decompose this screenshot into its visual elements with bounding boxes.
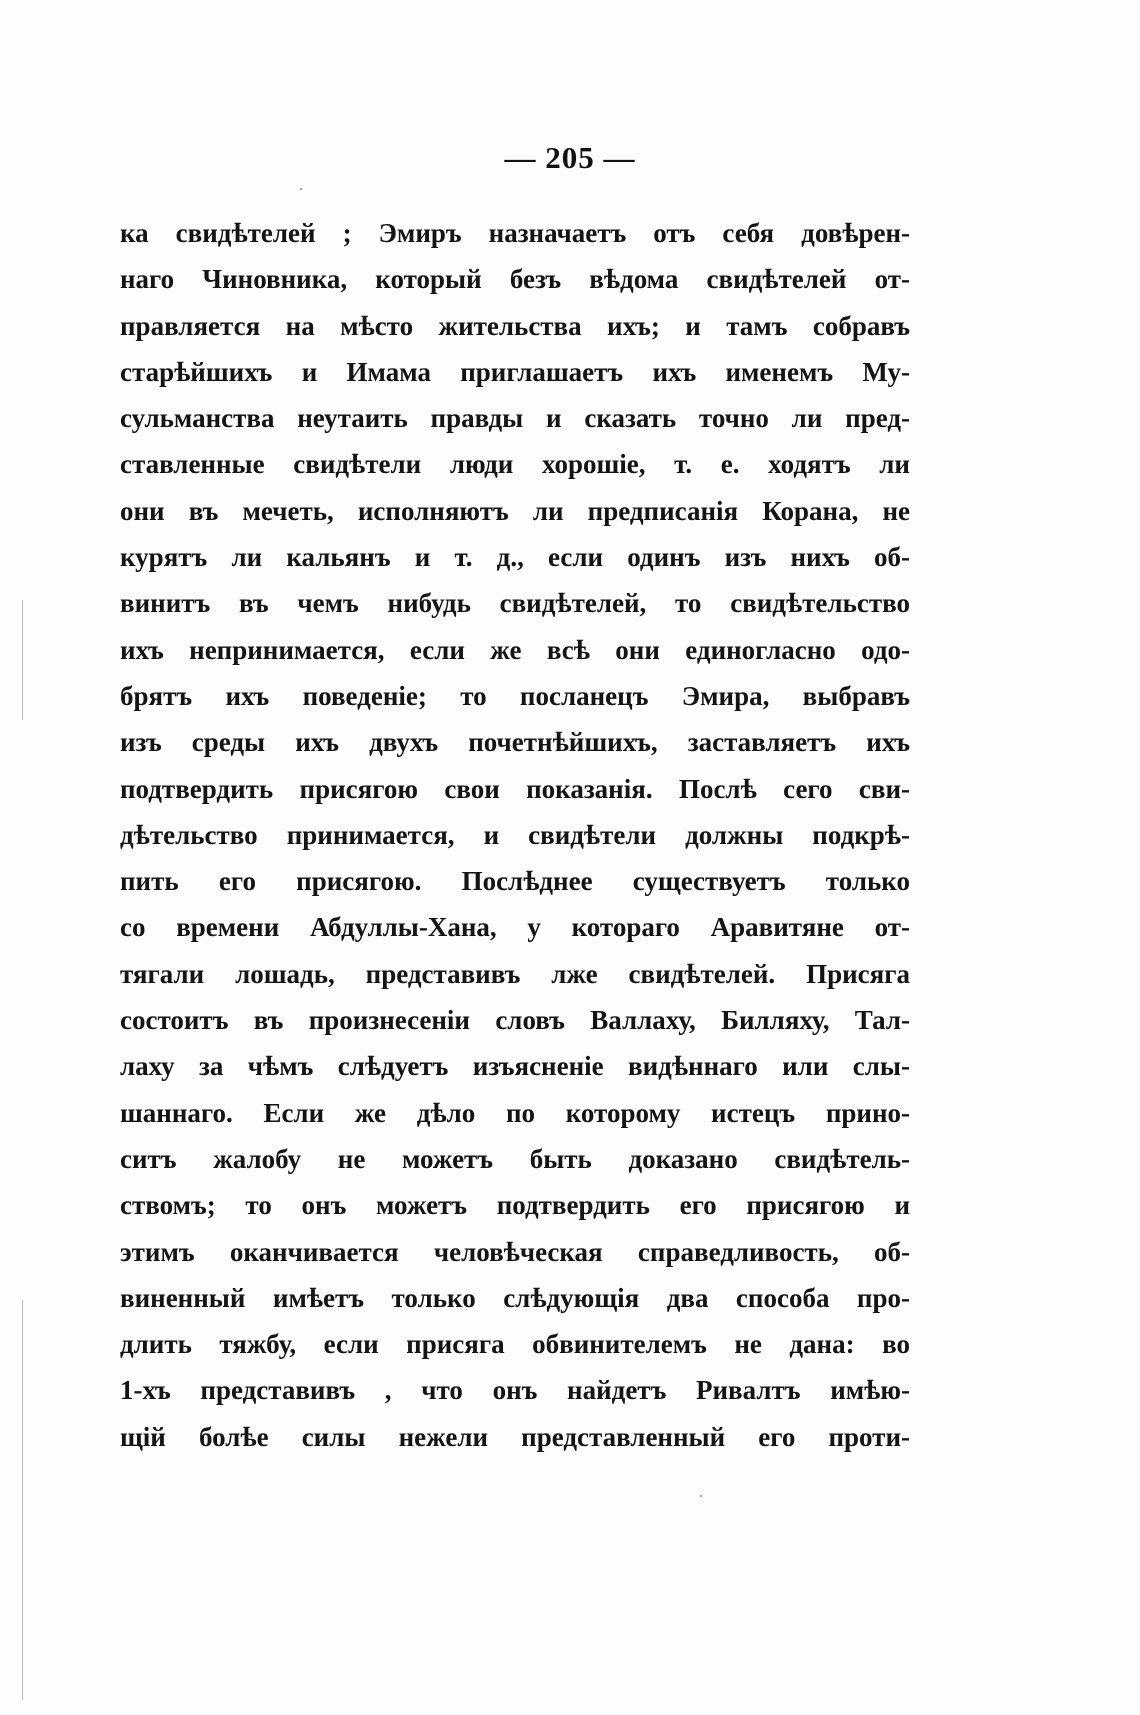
text-line: они въ мечеть, исполняютъ ли предписанія Корана, не xyxy=(120,495,910,526)
text-line: лаху за чѣмъ слѣдуетъ изъясненіе видѣннаго или слы- xyxy=(120,1051,910,1082)
page-number: — 205 — xyxy=(504,140,636,175)
body-text xyxy=(120,210,910,1460)
text-line: состоитъ въ произнесеніи словъ Валлаху, Билляху, Тал- xyxy=(120,1005,910,1036)
text-line: 1-хъ представивъ , что онъ найдетъ Ривалтъ имѣю- xyxy=(120,1375,910,1406)
text-line: ствомъ; то онъ можетъ подтвердить его присягою и xyxy=(120,1190,910,1221)
text-line: сульманства неутаить правды и сказать точно ли пред- xyxy=(120,403,910,434)
text-line: изъ среды ихъ двухъ почетнѣйшихъ, заставляетъ ихъ xyxy=(120,727,910,758)
text-line: щій болѣе силы нежели представленный его проти- xyxy=(120,1421,910,1452)
left-margin-scan-line xyxy=(22,600,23,720)
text-line: брятъ ихъ поведеніе; то посланецъ Эмира, выбравъ xyxy=(120,680,910,711)
text-line: пить его присягою. Послѣднее существуетъ только xyxy=(120,866,910,897)
text-line: со времени Абдуллы-Хана, у котораго Аравитяне от- xyxy=(120,912,910,943)
paper-speck xyxy=(300,188,302,190)
text-line: ихъ непринимается, если же всѣ они единогласно одо- xyxy=(120,634,910,665)
text-line: тягали лошадь, представивъ лже свидѣтелей. Присяга xyxy=(120,958,910,989)
left-margin-scan-line xyxy=(22,1300,23,1700)
paper-speck xyxy=(700,1495,702,1497)
text-line: ка свидѣтелей ; Эмиръ назначаетъ отъ себя довѣрен- xyxy=(120,218,910,248)
text-line: длить тяжбу, если присяга обвинителемъ не дана: во xyxy=(120,1329,910,1360)
text-line: шаннаго. Если же дѣло по которому истецъ прино- xyxy=(120,1097,910,1128)
text-line: дѣтельство принимается, и свидѣтели должны подкрѣ- xyxy=(120,819,910,850)
text-line: ставленные свидѣтели люди хорошіе, т. е. ходятъ ли xyxy=(120,449,910,480)
text-line: винитъ въ чемъ нибудь свидѣтелей, то свидѣтельство xyxy=(120,588,910,619)
text-line: ситъ жалобу не можетъ быть доказано свидѣтель- xyxy=(120,1143,910,1174)
text-line: виненный имѣетъ только слѣдующія два способа про- xyxy=(120,1282,910,1313)
text-line: правляется на мѣсто жительства ихъ; и тамъ собравъ xyxy=(120,310,910,341)
text-line: подтвердить присягою свои показанія. Послѣ сего сви- xyxy=(120,773,910,804)
text-line: курятъ ли кальянъ и т. д., если одинъ изъ нихъ об- xyxy=(120,542,910,573)
text-line: этимъ оканчивается человѣческая справедливость, об- xyxy=(120,1236,910,1267)
text-line: старѣйшихъ и Имама приглашаетъ ихъ именемъ Му- xyxy=(120,356,910,387)
text-line: наго Чиновника, который безъ вѣдома свидѣтелей от- xyxy=(120,264,910,295)
